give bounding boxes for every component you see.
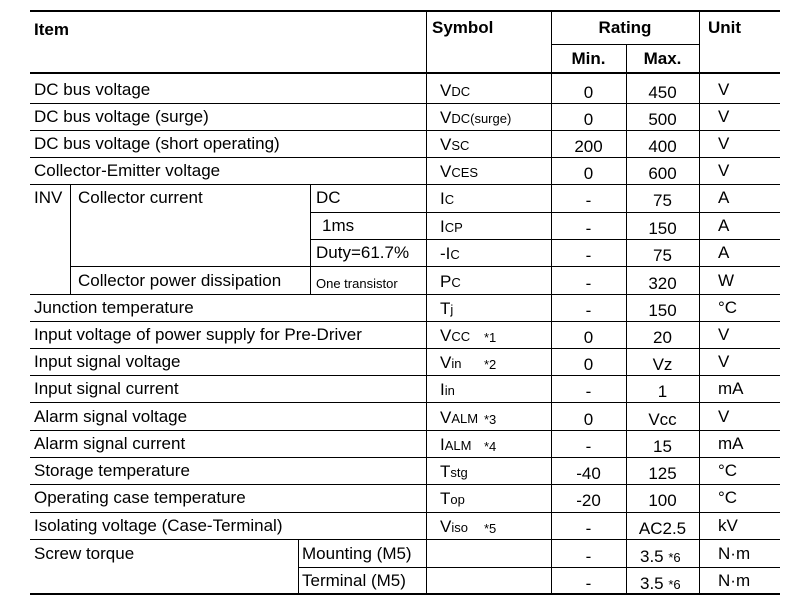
row-rule bbox=[30, 512, 780, 513]
min-value: - bbox=[585, 246, 592, 265]
unit-value: A bbox=[718, 243, 730, 262]
max-value: 125 bbox=[648, 464, 677, 483]
max-number: 3.5 bbox=[640, 547, 669, 566]
symbol-letter: P bbox=[440, 272, 452, 291]
symbol-letter: -I bbox=[440, 244, 451, 263]
row-rule bbox=[30, 457, 780, 458]
row-rule bbox=[30, 539, 780, 540]
max-value: 320 bbox=[648, 274, 677, 293]
row-rule bbox=[30, 157, 780, 158]
footnote-marker: *6 bbox=[668, 550, 681, 565]
unit-value: N·m bbox=[718, 571, 751, 590]
unit-value: V bbox=[718, 80, 730, 99]
min-value: - bbox=[585, 519, 592, 538]
max-value: 500 bbox=[648, 110, 677, 129]
item-label: Collector power dissipation bbox=[78, 271, 282, 290]
max-value: 1 bbox=[657, 382, 668, 401]
symbol-cell bbox=[440, 135, 469, 156]
max-value: 75 bbox=[653, 191, 672, 210]
symbol-cell bbox=[440, 217, 463, 238]
symbol-cell bbox=[440, 517, 468, 538]
max-value: Vcc bbox=[648, 410, 677, 429]
item-label: DC bus voltage (short operating) bbox=[34, 134, 280, 153]
symbol-letter: T bbox=[440, 489, 451, 508]
min-value: 0 bbox=[583, 328, 594, 347]
header-unit: Unit bbox=[708, 18, 742, 37]
header-min: Min. bbox=[571, 49, 606, 68]
footnote-marker: *5 bbox=[484, 521, 497, 536]
unit-value: V bbox=[718, 352, 730, 371]
inv-group-divider bbox=[70, 184, 71, 294]
symbol-subscript: DC(surge) bbox=[451, 111, 512, 126]
footnote-marker: *6 bbox=[668, 577, 681, 592]
item-label: Isolating voltage (Case-Terminal) bbox=[34, 516, 283, 535]
symbol-subscript: SC bbox=[451, 138, 470, 153]
min-value: - bbox=[585, 274, 592, 293]
min-value: - bbox=[585, 301, 592, 320]
min-value: 200 bbox=[574, 137, 603, 156]
header-symbol: Symbol bbox=[432, 18, 494, 37]
unit-value: V bbox=[718, 407, 730, 426]
item-label: Collector current bbox=[78, 188, 203, 207]
unit-value: °C bbox=[718, 298, 738, 317]
item-label: Alarm signal voltage bbox=[34, 407, 188, 426]
unit-column-divider bbox=[699, 10, 700, 594]
condition-label: DC bbox=[316, 188, 341, 207]
symbol-subscript: DC bbox=[451, 84, 471, 99]
max-value: AC2.5 bbox=[638, 519, 687, 538]
unit-value: mA bbox=[718, 379, 744, 398]
item-label: Alarm signal current bbox=[34, 434, 186, 453]
footnote-marker: *3 bbox=[484, 412, 497, 427]
item-label: DC bus voltage bbox=[34, 80, 151, 99]
min-value: - bbox=[585, 437, 592, 456]
row-rule bbox=[30, 375, 780, 376]
row-rule bbox=[30, 321, 780, 322]
footnote-marker: *2 bbox=[484, 357, 497, 372]
symbol-subscript: op bbox=[450, 492, 465, 507]
group-label: INV bbox=[34, 188, 63, 207]
symbol-cell bbox=[440, 326, 470, 347]
symbol-subscript: CP bbox=[444, 220, 463, 235]
symbol-cell bbox=[440, 81, 470, 102]
min-value: 0 bbox=[583, 83, 594, 102]
min-value: 0 bbox=[583, 110, 594, 129]
row-rule bbox=[30, 130, 780, 131]
item-label: Screw torque bbox=[34, 544, 135, 563]
unit-value: V bbox=[718, 107, 730, 126]
condition-label: Terminal (M5) bbox=[302, 571, 406, 590]
row-rule bbox=[30, 184, 780, 185]
symbol-cell bbox=[440, 435, 471, 456]
unit-value: V bbox=[718, 161, 730, 180]
row-rule bbox=[310, 212, 780, 213]
condition-label: One transistor bbox=[316, 276, 398, 291]
item-label: Input voltage of power supply for Pre-Driver bbox=[34, 325, 362, 344]
symbol-letter: I bbox=[440, 189, 445, 208]
table-top-rule bbox=[30, 10, 780, 12]
symbol-cell bbox=[440, 108, 511, 129]
header-bottom-rule bbox=[30, 72, 780, 74]
max-value: 150 bbox=[648, 301, 677, 320]
row-rule bbox=[30, 484, 780, 485]
symbol-letter: V bbox=[440, 162, 452, 181]
symbol-subscript: in bbox=[451, 356, 462, 371]
max-number: 3.5 bbox=[640, 574, 669, 593]
max-value: 400 bbox=[648, 137, 677, 156]
row-rule bbox=[30, 348, 780, 349]
symbol-letter: I bbox=[440, 217, 445, 236]
symbol-letter: V bbox=[440, 326, 452, 345]
condition-label: Duty=61.7% bbox=[316, 243, 410, 262]
symbol-cell bbox=[440, 462, 468, 483]
min-value: - bbox=[585, 547, 592, 566]
symbol-subscript: in bbox=[444, 383, 455, 398]
rating-subheader-rule bbox=[551, 44, 699, 45]
unit-value: V bbox=[718, 134, 730, 153]
condition-divider bbox=[310, 184, 311, 266]
max-value: 600 bbox=[648, 164, 677, 183]
item-label: DC bus voltage (surge) bbox=[34, 107, 209, 126]
condition-label: Mounting (M5) bbox=[302, 544, 412, 563]
symbol-column-divider bbox=[426, 10, 427, 594]
symbol-letter: I bbox=[440, 380, 445, 399]
unit-value: N·m bbox=[718, 544, 751, 563]
symbol-cell bbox=[440, 380, 455, 401]
row-rule bbox=[310, 239, 780, 240]
max-value: 450 bbox=[648, 83, 677, 102]
screw-condition-divider bbox=[298, 539, 299, 594]
symbol-subscript: stg bbox=[450, 465, 468, 480]
item-label: Storage temperature bbox=[34, 461, 190, 480]
symbol-subscript: C bbox=[450, 247, 460, 262]
max-value: 150 bbox=[648, 219, 677, 238]
unit-value: °C bbox=[718, 461, 738, 480]
symbol-letter: T bbox=[440, 299, 451, 318]
condition-label: 1ms bbox=[322, 216, 355, 235]
row-rule bbox=[30, 402, 780, 403]
symbol-subscript: ALM bbox=[451, 411, 479, 426]
symbol-cell bbox=[440, 162, 478, 183]
unit-value: V bbox=[718, 325, 730, 344]
min-value: - bbox=[585, 191, 592, 210]
min-value: -20 bbox=[576, 491, 601, 510]
item-label: Collector-Emitter voltage bbox=[34, 161, 221, 180]
max-value: Vz bbox=[652, 355, 673, 374]
max-value bbox=[640, 574, 681, 595]
symbol-letter: V bbox=[440, 517, 452, 536]
row-rule bbox=[30, 294, 780, 295]
symbol-cell bbox=[440, 244, 460, 265]
symbol-subscript: C bbox=[444, 192, 455, 207]
row-rule bbox=[70, 266, 780, 267]
item-label: Junction temperature bbox=[34, 298, 194, 317]
symbol-subscript: C bbox=[451, 275, 461, 290]
max-value: 15 bbox=[653, 437, 672, 456]
header-item: Item bbox=[34, 20, 69, 39]
max-value bbox=[640, 547, 681, 568]
symbol-letter: V bbox=[440, 353, 452, 372]
min-value: - bbox=[585, 382, 592, 401]
row-rule bbox=[30, 430, 780, 431]
symbol-subscript: ALM bbox=[444, 438, 472, 453]
symbol-cell bbox=[440, 299, 453, 320]
header-rating: Rating bbox=[598, 18, 652, 37]
row-rule bbox=[298, 567, 780, 568]
unit-value: °C bbox=[718, 488, 738, 507]
max-value: 100 bbox=[648, 491, 677, 510]
min-value: 0 bbox=[583, 164, 594, 183]
max-value: 75 bbox=[653, 246, 672, 265]
symbol-cell bbox=[440, 408, 478, 429]
symbol-subscript: CES bbox=[451, 165, 479, 180]
symbol-subscript: j bbox=[450, 302, 454, 317]
symbol-subscript: CC bbox=[451, 329, 471, 344]
unit-value: A bbox=[718, 216, 730, 235]
symbol-letter: V bbox=[440, 408, 452, 427]
row-rule bbox=[30, 103, 780, 104]
symbol-cell bbox=[440, 489, 465, 510]
symbol-letter: V bbox=[440, 135, 452, 154]
header-max: Max. bbox=[643, 49, 682, 68]
item-label: Operating case temperature bbox=[34, 488, 246, 507]
symbol-letter: V bbox=[440, 81, 452, 100]
unit-value: W bbox=[718, 271, 735, 290]
unit-value: kV bbox=[718, 516, 738, 535]
condition-divider bbox=[310, 266, 311, 294]
item-label: Input signal voltage bbox=[34, 352, 181, 371]
min-value: -40 bbox=[576, 464, 601, 483]
symbol-letter: T bbox=[440, 462, 451, 481]
symbol-cell bbox=[440, 353, 461, 374]
footnote-marker: *4 bbox=[484, 439, 497, 454]
symbol-letter: V bbox=[440, 108, 452, 127]
max-value: 20 bbox=[653, 328, 672, 347]
item-label: Input signal current bbox=[34, 379, 179, 398]
min-value: 0 bbox=[583, 410, 594, 429]
min-value: - bbox=[585, 219, 592, 238]
footnote-marker: *1 bbox=[484, 330, 497, 345]
unit-value: A bbox=[718, 188, 730, 207]
min-value: - bbox=[585, 574, 592, 593]
symbol-letter: I bbox=[440, 435, 445, 454]
symbol-cell bbox=[440, 189, 454, 210]
unit-value: mA bbox=[718, 434, 744, 453]
symbol-subscript: iso bbox=[451, 520, 468, 535]
min-value: 0 bbox=[583, 355, 594, 374]
symbol-cell bbox=[440, 272, 461, 293]
